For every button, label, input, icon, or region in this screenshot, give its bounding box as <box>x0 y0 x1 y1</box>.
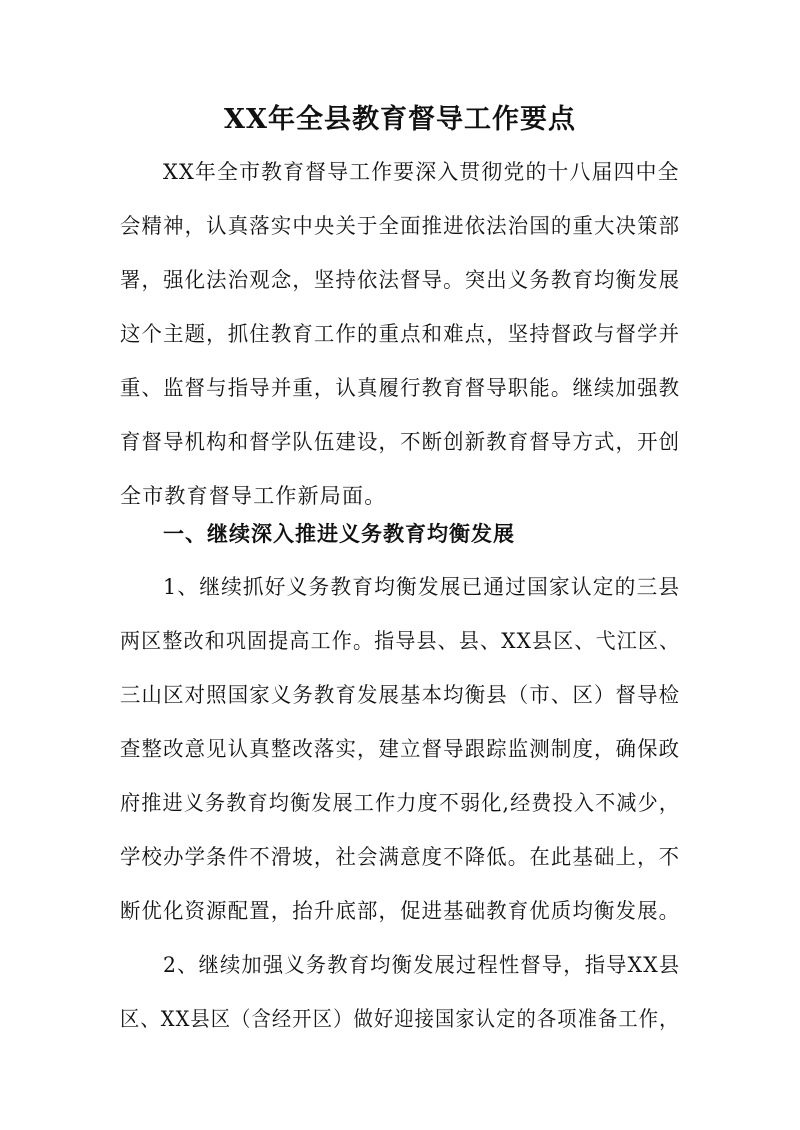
item1-line: 学校办学条件不滑坡，社会满意度不降低。在此基础上，不 <box>120 845 681 869</box>
intro-line: 全市教育督导工作新局面。 <box>120 484 387 508</box>
item1-line: 查整改意见认真整改落实，建立督导跟踪监测制度，确保政 <box>120 737 681 761</box>
intro-line: 育督导机构和督学队伍建设，不断创新教育督导方式，开创 <box>120 430 681 454</box>
document-title: XX年全县教育督导工作要点 <box>224 104 576 135</box>
intro-line: 重、监督与指导并重，认真履行教育督导职能。继续加强教 <box>120 376 681 400</box>
intro-line: 会精神，认真落实中央关于全面推进依法治国的重大决策部 <box>120 214 681 238</box>
section-heading: 一、继续深入推进义务教育均衡发展 <box>163 522 515 546</box>
intro-line: 这个主题，抓住教育工作的重点和难点，坚持督政与督学并 <box>120 322 681 346</box>
intro-line: XX年全市教育督导工作要深入贯彻党的十八届四中全 <box>163 160 680 184</box>
item1-line: 三山区对照国家义务教育发展基本均衡县（市、区）督导检 <box>120 683 681 707</box>
item1-line: 断优化资源配置，抬升底部，促进基础教育优质均衡发展。 <box>120 899 681 923</box>
intro-line: 署，强化法治观念，坚持依法督导。突出义务教育均衡发展 <box>120 268 681 292</box>
item2-line: 区、XX县区（含经开区）做好迎接国家认定的各项准备工作， <box>120 1007 680 1031</box>
item1-line: 两区整改和巩固提高工作。指导县、县、XX县区、弋江区、 <box>120 629 681 653</box>
item2-line: 2、继续加强义务教育均衡发展过程性督导，指导XX县 <box>163 953 681 977</box>
item1-line: 1、继续抓好义务教育均衡发展已通过国家认定的三县 <box>163 575 681 599</box>
item1-line: 府推进义务教育均衡发展工作力度不弱化,经费投入不减少， <box>120 791 681 815</box>
